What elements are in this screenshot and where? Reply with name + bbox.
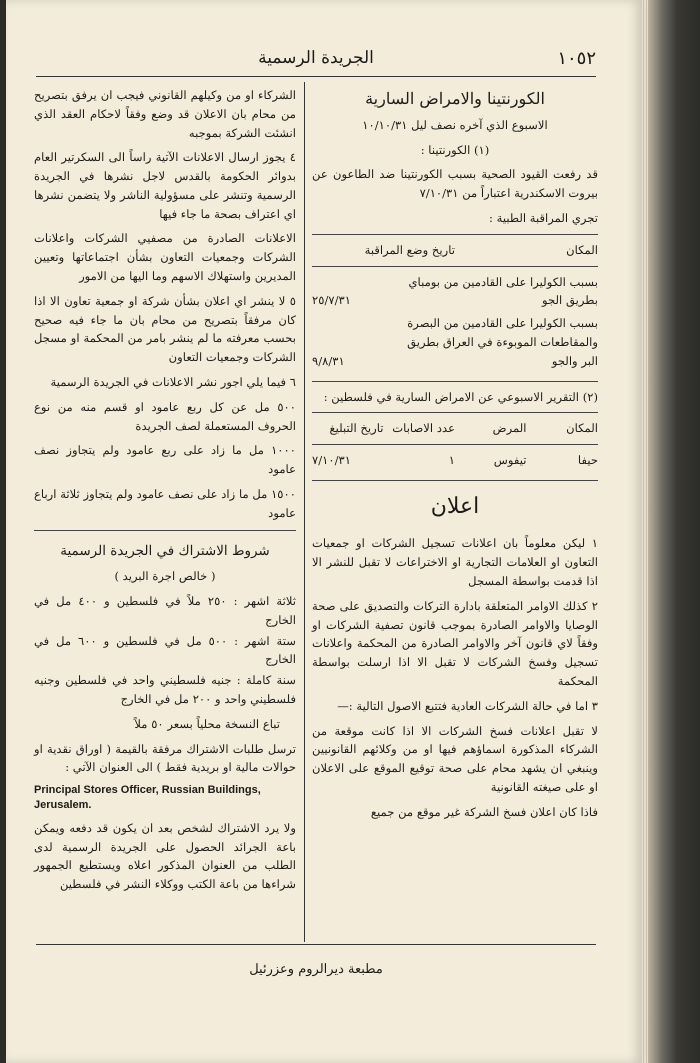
table2-header-date: تاريخ التبليغ	[329, 421, 384, 436]
subscription-title: شروط الاشتراك في الجريدة الرسمية	[60, 543, 270, 560]
left-column	[34, 86, 296, 900]
table1-row1-date: ٢٥/٧/٣١	[312, 293, 351, 308]
running-head	[36, 48, 596, 76]
address-line-1: Principal Stores Officer, Russian Buildings,	[34, 784, 261, 797]
table1-row2-place: بسبب الكوليرا على القادمين من البصرة والمقاطعات الموبوءة في العراق بطريق البر والجو	[407, 316, 598, 368]
quarantine-title: الكورنتينا والامراض السارية	[365, 89, 545, 108]
medical-title: تجري المراقبة الطبية :	[489, 211, 598, 226]
table-rule	[312, 234, 598, 235]
table2-row1-disease: تيفوس	[493, 453, 527, 468]
table2-header-place: المكان	[566, 421, 598, 436]
left-paragraph-4: ٥ لا ينشر اي اعلان بشأن شركة او جمعية تعاون الا اذا كان مرفقاً بتصريح من محام بان ما جاء فيه صحيح بحسب معرفته ما لم ينشر بامر من المحكمة او مسجل الشركات وجمعيات التعاون	[34, 293, 296, 365]
table2-row1-cases: ١	[448, 453, 455, 468]
table-row	[312, 314, 598, 370]
table1-row2-date: ٩/٨/٣١	[312, 353, 345, 368]
table-rule	[312, 381, 598, 382]
section2-title: (٢) التقرير الاسبوعي عن الامراض السارية في فلسطين :	[323, 389, 598, 404]
week-line: الاسبوع الذي آخره نصف ليل ١٠/١٠/٣١	[362, 117, 548, 132]
left-paragraph-2: ٤ يجوز ارسال الاعلانات الآتية راساً الى السكرتير العام بدوائر الحكومة بالقدس لاجل نشرها في الجريدة الرسمية وتنشر على مسؤولية الناشر ولا يتضمن نشرها اي اعتراف بصحة ما جاء فيها	[34, 150, 296, 221]
rate-line-3: ١٥٠٠ مل ما زاد على نصف عامود ولم يتجاوز ثلاثة ارباع عامود	[34, 486, 296, 520]
table1-header-date: تاريخ وضع المراقبة	[364, 242, 455, 257]
notice-item-3: ٣ اما في حالة الشركات العادية فتتبع الاصول التالية :—	[337, 698, 598, 713]
table2-header-cases: عدد الاصابات	[392, 421, 455, 436]
address-line-2: Jerusalem.	[34, 798, 92, 811]
table-row	[312, 451, 598, 470]
notice-item-2: ٢ كذلك الاوامر المتعلقة بادارة التركات والتصديق على صحة الوصايا والاوامر الصادرة بموجب قانون تصفية الشركات او وفقاً لاي قانون آخر والاوامر الصادرة من المحكمة واعلانات تسجيل وفسخ الشركات لا تقبل الا اذا ارسلت بواسطة المحكمة	[312, 598, 598, 688]
left-paragraph-1: الشركاء او من وكيلهم القانوني فيجب ان يرفق بتصريح من محام بان الاعلان قد وضع وفقاً لاحكام العقد الذي انشئت الشركة بموجبه	[34, 88, 296, 140]
left-paragraph-5: ٦ فيما يلي اجور نشر الاعلانات في الجريدة الرسمية	[50, 374, 296, 389]
table-rule	[312, 444, 598, 445]
gazette-page	[6, 0, 642, 1063]
subscription-line-2: ستة اشهر : ٥٠٠ مل في فلسطين و ٦٠٠ مل في الخارج	[34, 633, 296, 667]
right-column	[312, 86, 598, 827]
notice-item-5: فاذا كان اعلان فسخ الشركة غير موقع من جميع	[370, 804, 598, 819]
column-divider	[304, 82, 305, 942]
table-rule	[312, 412, 598, 413]
section-rule	[34, 530, 296, 531]
rate-line-2: ١٠٠٠ مل ما زاد على ربع عامود ولم يتجاوز نصف عامود	[34, 443, 296, 477]
rate-line-1: ٥٠٠ مل عن كل ربع عامود او قسم منه من نوع الحروف المستعملة لصف الجريدة	[34, 399, 296, 433]
copy-price: تباع النسخة محلياً بسعر ٥٠ ملاً	[134, 716, 280, 731]
table2-header-disease: المرض	[492, 421, 527, 436]
section-rule	[312, 480, 598, 481]
section1-title: (١) الكورنتينا :	[420, 142, 490, 157]
subscription-subtitle: ( خالص اجرة البريد )	[114, 569, 216, 584]
final-text: ولا يرد الاشتراك لشخص بعد ان يكون قد دفعه ويمكن باعة الجرائد الحصول على الجريدة الرسمية لدى الطلب من العنوان المذكور اعلاه ويستطيع الجمهور شراءها من باعة الكتب ووكلاء النشر في فلسطين	[34, 820, 296, 892]
english-address	[34, 783, 296, 813]
notice-title: اعلان	[430, 493, 480, 519]
printer-imprint: مطبعة ديرالروم وعزرئيل	[249, 962, 383, 977]
table-row	[312, 273, 598, 311]
notice-item-4: لا تقبل اعلانات فسخ الشركات الا اذا كانت موقعة من الشركاء المذكورة اسماؤهم فيها او من وكلائهم القانونيين وينبغي ان يشهد محام على صحة توقيع الموقع على الاعلان او على صيغته القانونية	[312, 723, 598, 794]
requests-text: ترسل طلبات الاشتراك مرفقة بالقيمة ( اوراق نقدية او حوالات مالية او بريدية فقط ) الى العنوان الآتي :	[34, 741, 296, 775]
left-paragraph-3: الاعلانات الصادرة من مصفيي الشركات واعلانات الشركات وجمعيات التعاون بشأن اجتماعاتها وتعيين المديرين واستهلاك الاسهم وما اليها من الامور	[34, 231, 296, 284]
footer-rule	[36, 944, 596, 945]
table-rule	[312, 266, 598, 267]
page-number: ١٠٥٢	[557, 48, 596, 69]
section1-text: قد رفعت القيود الصحية بسبب الكورنتينا ضد الطاعون عن بيروت الاسكندرية اعتباراً من ٧/١٠/٣١	[312, 167, 598, 201]
notice-item-1: ١ ليكن معلوماً بان اعلانات تسجيل الشركات او جمعيات التعاون او العلامات التجارية او الاختراعات لا تقبل للنشر الا اذا قدمت بواسطة المسجل	[312, 536, 598, 589]
table2-header	[312, 419, 598, 438]
table1-header	[312, 241, 598, 260]
subscription-line-1: ثلاثة اشهر : ٢٥٠ ملاً في فلسطين و ٤٠٠ مل في الخارج	[34, 594, 297, 627]
table2-row1-place: حيفا	[577, 453, 598, 468]
table1-header-place: المكان	[566, 242, 598, 257]
journal-name: الجريدة الرسمية	[258, 48, 374, 68]
header-rule	[36, 76, 596, 77]
table1-row1-place: بسبب الكوليرا على القادمين من بومباي بطريق الجو	[408, 274, 598, 308]
subscription-line-3: سنة كاملة : جنيه فلسطيني واحد في فلسطين وجنيه فلسطيني واحد و ٢٠٠ مل في الخارج	[34, 673, 296, 706]
book-binding	[642, 0, 700, 1063]
table2-row1-date: ٧/١٠/٣١	[312, 453, 351, 468]
